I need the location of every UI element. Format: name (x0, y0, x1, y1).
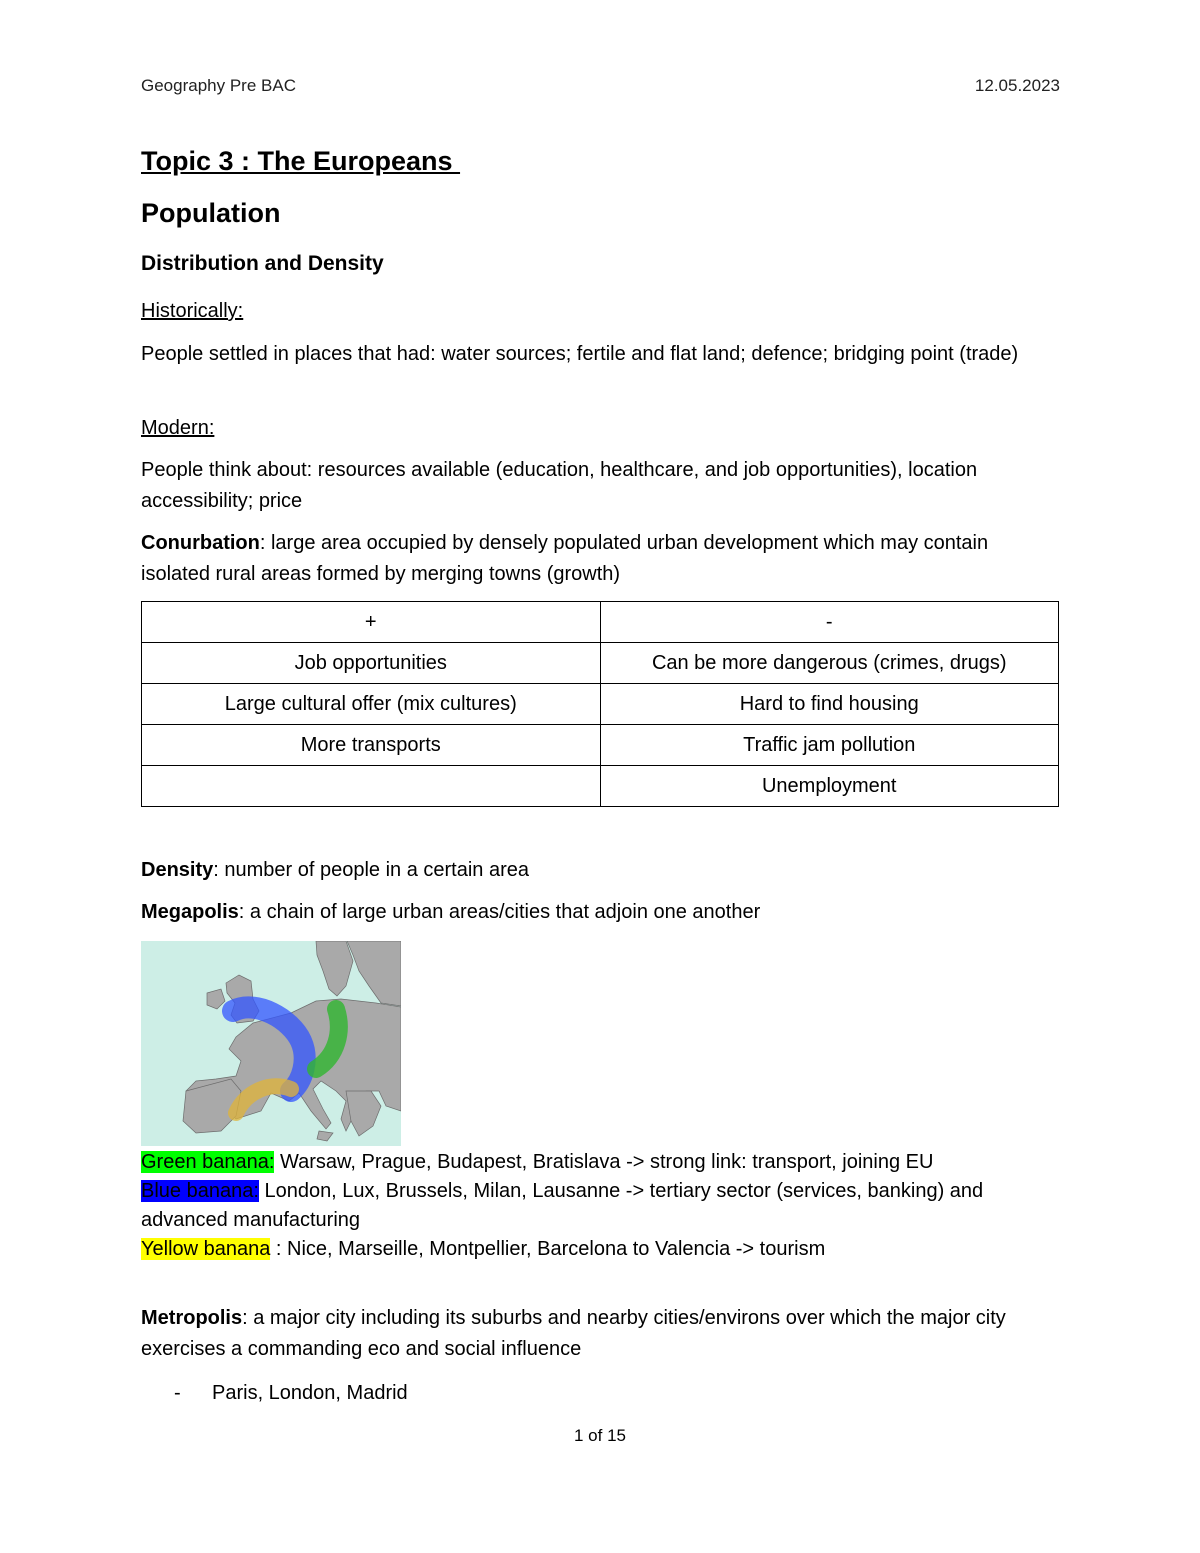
page-number: 1 of 15 (574, 1426, 626, 1445)
conurbation-text: : large area occupied by densely populated urban development which may contain isolated rural areas formed by merging towns (growth) (141, 532, 989, 585)
table-row (142, 725, 1059, 766)
subsection-heading: Distribution and Density (141, 252, 384, 275)
green-banana-text: Warsaw, Prague, Budapest, Bratislava -> strong link: transport, joining EU (274, 1151, 934, 1173)
metropolis-term: Metropolis (141, 1307, 243, 1329)
table-header-cons: - (600, 602, 1059, 643)
table-row (142, 766, 1059, 807)
bullet-dash: - (174, 1382, 181, 1404)
table-cell: Job opportunities (142, 643, 601, 684)
density-text: : number of people in a certain area (213, 859, 530, 881)
density-term: Density (141, 859, 214, 881)
table-cell (142, 766, 601, 807)
blue-banana-line (141, 1177, 1061, 1235)
table-cell: Can be more dangerous (crimes, drugs) (600, 643, 1059, 684)
conurbation-definition (141, 528, 1061, 590)
modern-text: People think about: resources available (education, healthcare, and job opportunities), location accessibility; price (141, 459, 978, 512)
megapolis-text: : a chain of large urban areas/cities that adjoin one another (238, 901, 761, 923)
yellow-banana-text: : Nice, Marseille, Montpellier, Barcelona to Valencia -> tourism (270, 1238, 826, 1260)
modern-label: Modern: (141, 417, 215, 439)
section-heading: Population (141, 198, 281, 228)
page-title: Topic 3 : The Europeans (141, 146, 461, 176)
blue-banana-text: London, Lux, Brussels, Milan, Lausanne -> tertiary sector (services, banking) and advanced manufacturing (141, 1180, 984, 1231)
megapolis-definition (141, 897, 1061, 928)
yellow-banana-line (141, 1235, 1061, 1264)
green-banana-label: Green banana: (141, 1151, 275, 1173)
blue-banana-label: Blue banana: (141, 1180, 259, 1202)
density-definition (141, 855, 1061, 886)
table-header-pros: + (142, 602, 601, 643)
metropolis-example: Paris, London, Madrid (212, 1382, 408, 1404)
table-row (142, 643, 1059, 684)
table-row (142, 684, 1059, 725)
conurbation-term: Conurbation (141, 532, 260, 554)
historically-text: People settled in places that had: water sources; fertile and flat land; defence; bridging point (trade) (141, 343, 1019, 365)
historically-label: Historically: (141, 300, 244, 322)
header-date: 12.05.2023 (974, 76, 1060, 95)
header-left: Geography Pre BAC (141, 76, 296, 95)
europe-bananas-map (141, 941, 401, 1146)
table-cell: Large cultural offer (mix cultures) (142, 684, 601, 725)
yellow-banana-label: Yellow banana (141, 1238, 271, 1260)
metropolis-text: : a major city including its suburbs and nearby cities/environs over which the major city exercises a commanding eco and social influence (141, 1307, 1006, 1360)
table-cell: Unemployment (600, 766, 1059, 807)
pros-cons-table (141, 601, 1059, 807)
table-cell: More transports (142, 725, 601, 766)
table-cell: Hard to find housing (600, 684, 1059, 725)
green-banana-line (141, 1148, 1061, 1177)
table-header-row (142, 602, 1059, 643)
table-cell: Traffic jam pollution (600, 725, 1059, 766)
metropolis-definition (141, 1303, 1061, 1365)
megapolis-term: Megapolis (141, 901, 239, 923)
